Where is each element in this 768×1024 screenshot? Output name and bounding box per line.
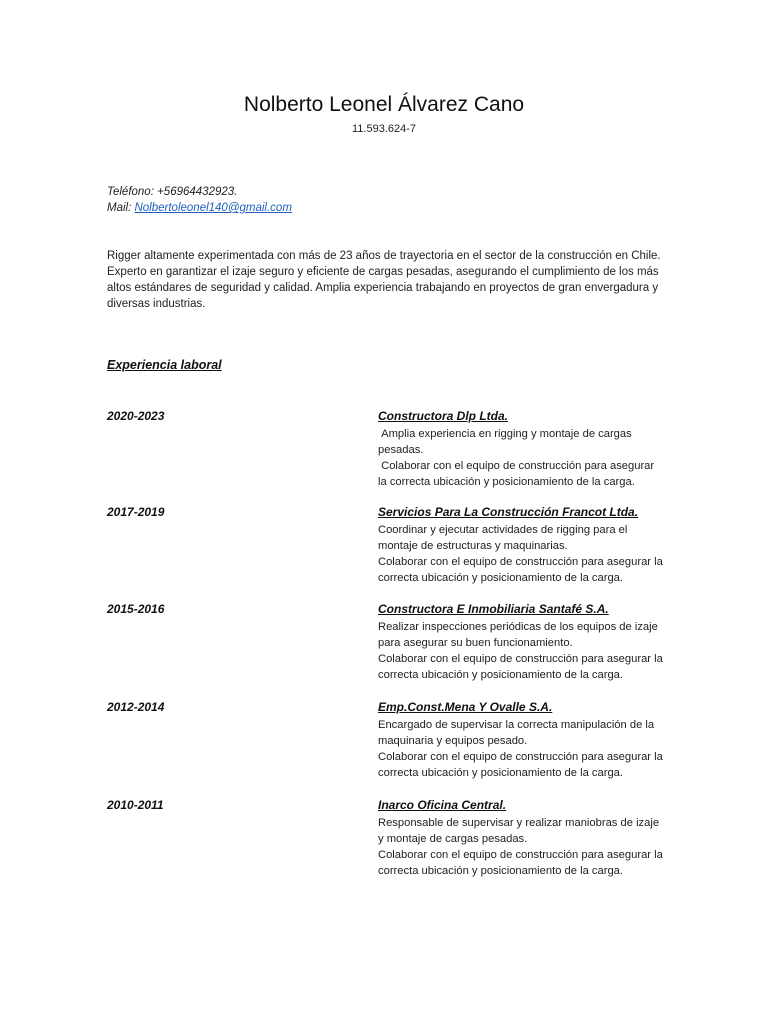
contact-block xyxy=(107,184,292,216)
job-duty: Colaborar con el equipo de construcción para asegurar la correcta ubicación y posicionamiento de la carga. xyxy=(378,653,666,681)
job-duty: Encargado de supervisar la correcta manipulación de la maquinaria y equipos pesado. xyxy=(378,719,658,747)
job-description xyxy=(378,815,665,879)
job-duty: Responsable de supervisar y realizar maniobras de izaje y montaje de cargas pesadas. xyxy=(378,817,663,845)
job-company: Emp.Const.Mena Y Ovalle S.A. xyxy=(378,700,553,714)
job-description xyxy=(378,522,665,586)
phone-line: Teléfono: +56964432923. xyxy=(107,186,238,198)
job-duty: Colaborar con el equipo de construcción para asegurar la correcta ubicación y posicionamiento de la carga. xyxy=(378,556,666,584)
job-company: Constructora E Inmobiliaria Santafé S.A. xyxy=(378,602,609,616)
job-description xyxy=(378,619,665,683)
job-company: Inarco Oficina Central. xyxy=(378,798,507,812)
job-years: 2012-2014 xyxy=(107,700,165,714)
job-years: 2017-2019 xyxy=(107,505,165,519)
job-duty: Coordinar y ejecutar actividades de rigging para el montaje de estructuras y maquinarias. xyxy=(378,524,631,552)
job-duty: Colaborar con el equipo de construcción para asegurar la correcta ubicación y posicionamiento de la carga. xyxy=(378,460,658,488)
job-years: 2010-2011 xyxy=(107,798,164,812)
email-link[interactable]: Nolbertoleonel140@gmail.com xyxy=(134,202,292,214)
job-company: Constructora Dlp Ltda. xyxy=(378,409,509,423)
job-years: 2020-2023 xyxy=(107,409,165,423)
candidate-name: Nolberto Leonel Álvarez Cano xyxy=(243,93,525,116)
mail-line xyxy=(107,200,292,216)
job-duty: Amplia experiencia en rigging y montaje de cargas pesadas. xyxy=(378,428,635,456)
mail-label: Mail: xyxy=(107,202,135,214)
job-description xyxy=(378,717,665,781)
profile-summary: Rigger altamente experimentada con más de 23 años de trayectoria en el sector de la construcción en Chile. Experto en garantizar el izaje seguro y eficiente de cargas pesadas, asegurando el cumplimiento de los más altos estándares de seguridad y calidad. Amplia experiencia trabajando en proyectos de gran envergadura y diversas industrias. xyxy=(107,250,661,310)
job-duty: Realizar inspecciones periódicas de los equipos de izaje para asegurar su buen funcionamiento. xyxy=(378,621,661,649)
job-years: 2015-2016 xyxy=(107,602,165,616)
experience-heading: Experiencia laboral xyxy=(107,358,222,372)
job-company: Servicios Para La Construcción Francot Ltda. xyxy=(378,505,639,519)
job-description xyxy=(378,426,665,490)
candidate-rut: 11.593.624-7 xyxy=(351,123,417,135)
job-duty: Colaborar con el equipo de construcción para asegurar la correcta ubicación y posicionamiento de la carga. xyxy=(378,751,666,779)
job-duty: Colaborar con el equipo de construcción para asegurar la correcta ubicación y posicionamiento de la carga. xyxy=(378,849,666,877)
